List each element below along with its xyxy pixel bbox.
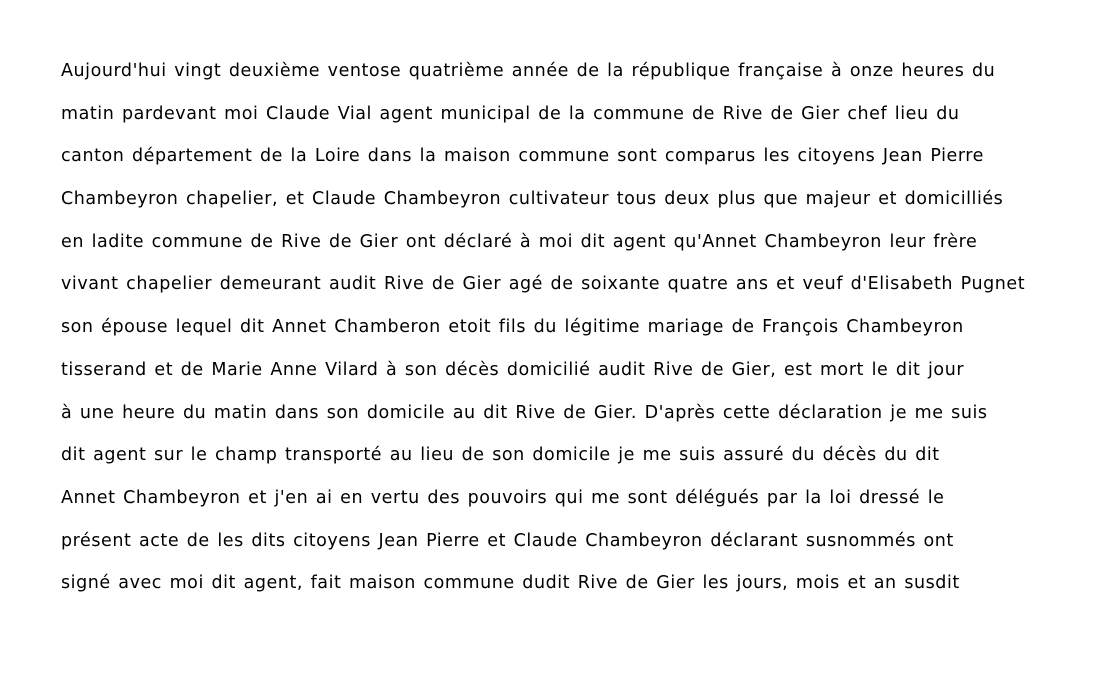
text-line: vivant chapelier demeurant audit Rive de Gier agé de soixante quatre ans et veuf d'Elisabeth Pugnet	[61, 274, 1026, 295]
text-line: canton département de la Loire dans la maison commune sont comparus les citoyens Jean Pierre	[61, 146, 984, 167]
text-line: matin pardevant moi Claude Vial agent municipal de la commune de Rive de Gier chef lieu du	[61, 103, 960, 124]
text-line: tisserand et de Marie Anne Vilard à son décès domicilié audit Rive de Gier, est mort le dit jour	[61, 359, 965, 380]
text-line: Aujourd'hui vingt deuxième ventose quatrième année de la république française à onze heures du	[61, 61, 996, 81]
text-line: dit agent sur le champ transporté au lieu de son domicile je me suis assuré du décès du dit	[61, 445, 940, 466]
document-text	[61, 50, 1101, 605]
text-line: présent acte de les dits citoyens Jean Pierre et Claude Chambeyron déclarant susnommés ont	[61, 530, 954, 551]
text-line: signé avec moi dit agent, fait maison commune dudit Rive de Gier les jours, mois et an susdit	[61, 573, 960, 594]
text-line: Annet Chambeyron et j'en ai en vertu des pouvoirs qui me sont délégués par la loi dressé le	[61, 487, 945, 508]
text-line: son épouse lequel dit Annet Chamberon etoit fils du légitime mariage de François Chambeyron	[61, 317, 964, 338]
text-line: en ladite commune de Rive de Gier ont déclaré à moi dit agent qu'Annet Chambeyron leur frère	[61, 231, 978, 252]
text-line: à une heure du matin dans son domicile au dit Rive de Gier. D'après cette déclaration je me suis	[61, 402, 988, 423]
text-line: Chambeyron chapelier, et Claude Chambeyron cultivateur tous deux plus que majeur et domicilliés	[61, 189, 1004, 210]
